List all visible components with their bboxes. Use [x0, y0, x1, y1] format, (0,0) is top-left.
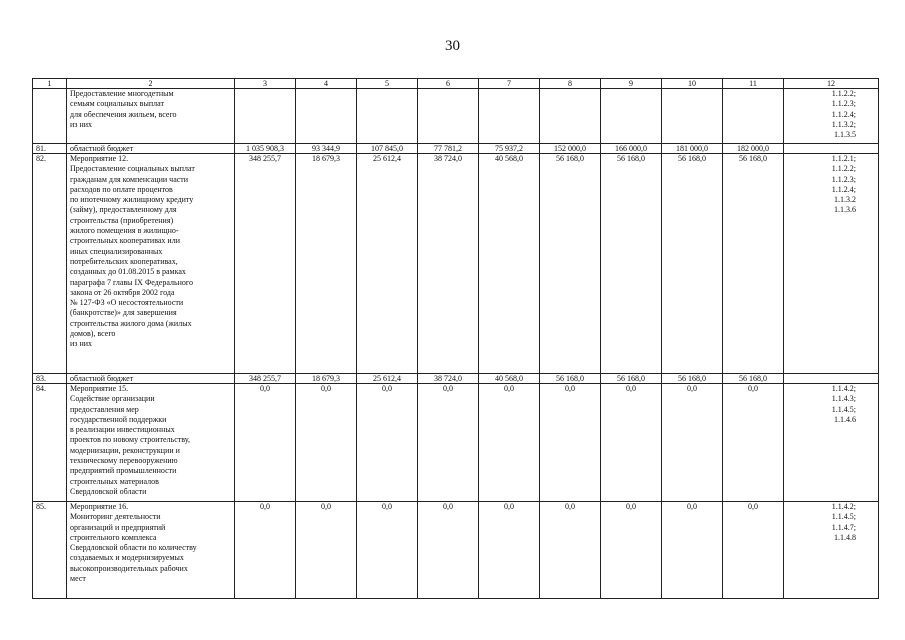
funding-value-cell: 182 000,0: [723, 144, 784, 154]
table-row: [33, 154, 879, 374]
funding-value-cell: 38 724,0: [418, 374, 479, 384]
page-number: 30: [445, 38, 460, 54]
row-number: 84.: [33, 384, 67, 502]
target-indicators-cell: 1.1.2.2; 1.1.2.3; 1.1.2.4; 1.1.3.2; 1.1.3.5: [784, 89, 879, 144]
funding-value-cell: 56 168,0: [662, 154, 723, 374]
funding-value-cell: 0,0: [540, 502, 601, 599]
funding-value-cell: [296, 89, 357, 144]
funding-value-cell: 0,0: [662, 502, 723, 599]
row-description: Мероприятие 12. Предоставление социальных выплат гражданам для компенсации части расходов по оплате процентов по ипотечному жилищному кредиту (займу), предоставленному для строительства (приобретения) жилого помещения в жилищно- строительных кооперативах или иных специализированных потребительских кооперативах, созданных до 01.08.2015 в рамках параграфа 7 главы IX Федерального закона от 26 октября 2002 года № 127-ФЗ «О несостоятельности (банкротстве)» для завершения строительства жилого дома (жилых домов), всего из них: [67, 154, 235, 374]
funding-value-cell: 56 168,0: [601, 154, 662, 374]
column-number-header: 2: [67, 79, 235, 89]
funding-value-cell: 40 568,0: [479, 374, 540, 384]
funding-value-cell: 152 000,0: [540, 144, 601, 154]
target-indicators-cell: [784, 144, 879, 154]
column-number-header: 6: [418, 79, 479, 89]
funding-value-cell: 18 679,3: [296, 154, 357, 374]
row-description: Мероприятие 16. Мониторинг деятельности организаций и предприятий строительного комплекса Свердловской области по количеству создаваемых и модернизируемых высокопроизводительных рабочих мест: [67, 502, 235, 599]
table-body: [33, 79, 879, 599]
funding-value-cell: 0,0: [662, 384, 723, 502]
funding-value-cell: 0,0: [601, 384, 662, 502]
funding-value-cell: 93 344,9: [296, 144, 357, 154]
funding-value-cell: [540, 89, 601, 144]
funding-value-cell: 0,0: [601, 502, 662, 599]
target-indicators-cell: 1.1.2.1; 1.1.2.2; 1.1.2.3; 1.1.2.4; 1.1.3.2 1.1.3.6: [784, 154, 879, 374]
funding-value-cell: 0,0: [723, 384, 784, 502]
funding-value-cell: [479, 89, 540, 144]
column-number-header: 1: [33, 79, 67, 89]
column-number-header: 3: [235, 79, 296, 89]
funding-value-cell: 56 168,0: [723, 154, 784, 374]
column-number-header: 10: [662, 79, 723, 89]
funding-value-cell: 348 255,7: [235, 374, 296, 384]
funding-value-cell: 56 168,0: [662, 374, 723, 384]
funding-value-cell: 0,0: [418, 384, 479, 502]
funding-value-cell: 166 000,0: [601, 144, 662, 154]
column-number-header: 4: [296, 79, 357, 89]
row-description: областной бюджет: [67, 144, 235, 154]
table-row: [33, 89, 879, 144]
funding-value-cell: 0,0: [296, 502, 357, 599]
table-row: [33, 144, 879, 154]
program-table: [32, 78, 879, 599]
funding-value-cell: 56 168,0: [723, 374, 784, 384]
funding-value-cell: 1 035 908,3: [235, 144, 296, 154]
funding-value-cell: 0,0: [296, 384, 357, 502]
table-row: [33, 502, 879, 599]
column-number-header: 11: [723, 79, 784, 89]
column-number-header: 9: [601, 79, 662, 89]
funding-value-cell: 0,0: [479, 384, 540, 502]
funding-value-cell: [235, 89, 296, 144]
funding-value-cell: 0,0: [235, 384, 296, 502]
funding-value-cell: 0,0: [418, 502, 479, 599]
funding-value-cell: 0,0: [357, 502, 418, 599]
funding-value-cell: 40 568,0: [479, 154, 540, 374]
funding-value-cell: [357, 89, 418, 144]
funding-value-cell: 0,0: [540, 384, 601, 502]
funding-value-cell: 0,0: [235, 502, 296, 599]
target-indicators-cell: [784, 374, 879, 384]
funding-value-cell: 56 168,0: [540, 374, 601, 384]
funding-value-cell: 25 612,4: [357, 154, 418, 374]
row-number: 85.: [33, 502, 67, 599]
column-number-header: 12: [784, 79, 879, 89]
funding-value-cell: 56 168,0: [601, 374, 662, 384]
funding-value-cell: 0,0: [723, 502, 784, 599]
funding-value-cell: [723, 89, 784, 144]
funding-value-cell: [601, 89, 662, 144]
funding-value-cell: 38 724,0: [418, 154, 479, 374]
funding-value-cell: 18 679,3: [296, 374, 357, 384]
funding-value-cell: 25 612,4: [357, 374, 418, 384]
target-indicators-cell: 1.1.4.2; 1.1.4.3; 1.1.4.5; 1.1.4.6: [784, 384, 879, 502]
table-row: [33, 374, 879, 384]
funding-value-cell: 56 168,0: [540, 154, 601, 374]
column-numbers-row: [33, 79, 879, 89]
funding-value-cell: 348 255,7: [235, 154, 296, 374]
funding-value-cell: 75 937,2: [479, 144, 540, 154]
column-number-header: 8: [540, 79, 601, 89]
row-description: Мероприятие 15. Содействие организации предоставления мер государственной поддержки в реализации инвестиционных проектов по новому строительству, модернизации, реконструкции и техническому перевооружению предприятий промышленности строительных материалов Свердловской области: [67, 384, 235, 502]
row-number: 81.: [33, 144, 67, 154]
funding-value-cell: [662, 89, 723, 144]
funding-value-cell: 0,0: [357, 384, 418, 502]
column-number-header: 7: [479, 79, 540, 89]
funding-value-cell: 107 845,0: [357, 144, 418, 154]
row-number: 83.: [33, 374, 67, 384]
funding-value-cell: 77 781,2: [418, 144, 479, 154]
row-description: областной бюджет: [67, 374, 235, 384]
column-number-header: 5: [357, 79, 418, 89]
funding-value-cell: [418, 89, 479, 144]
table-row: [33, 384, 879, 502]
row-number: [33, 89, 67, 144]
row-description: Предоставление многодетным семьям социальных выплат для обеспечения жильем, всего из них: [67, 89, 235, 144]
funding-value-cell: 0,0: [479, 502, 540, 599]
funding-value-cell: 181 000,0: [662, 144, 723, 154]
row-number: 82.: [33, 154, 67, 374]
target-indicators-cell: 1.1.4.2; 1.1.4.5; 1.1.4.7; 1.1.4.8: [784, 502, 879, 599]
